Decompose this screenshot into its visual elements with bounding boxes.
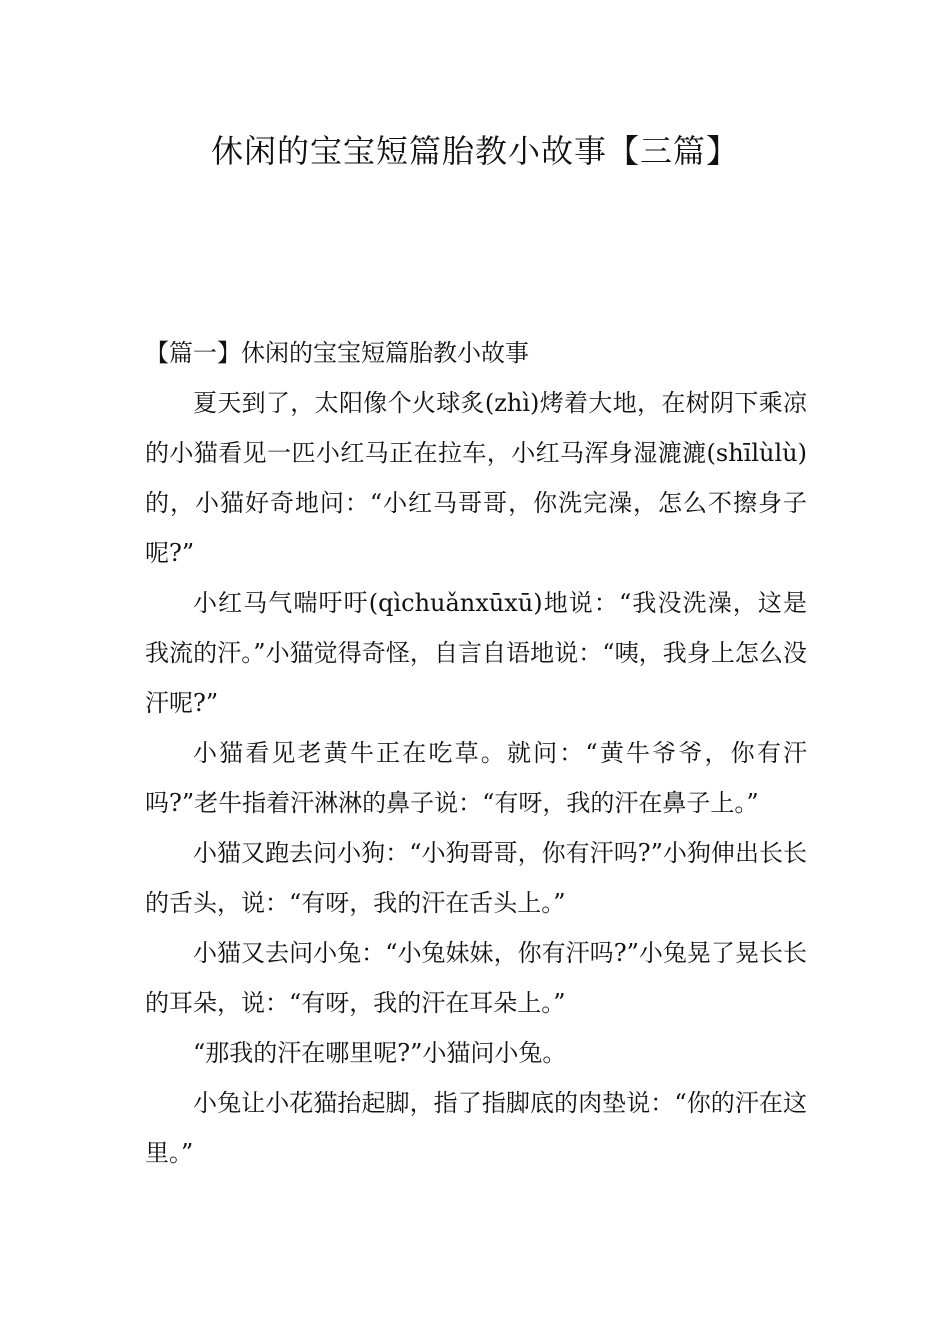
document-title: 休闲的宝宝短篇胎教小故事【三篇】 — [210, 132, 739, 170]
section-heading: 【篇一】休闲的宝宝短篇胎教小故事 — [145, 339, 529, 367]
paragraph-7: 小兔让小花猫抬起脚，指了指脚底的肉垫说：“你的汗在这里。” — [145, 1089, 807, 1167]
paragraph-1: 夏天到了，太阳像个火球炙(zhì)烤着大地，在树阴下乘凉的小猫看见一匹小红马正在拉车，小红马浑身湿漉漉(shīlùlù)的，小猫好奇地问：“小红马哥哥，你洗完澡，怎么不擦身子呢?” — [145, 389, 807, 567]
paragraph-4: 小猫又跑去问小狗：“小狗哥哥，你有汗吗?”小狗伸出长长的舌头，说：“有呀，我的汗在舌头上。” — [145, 839, 807, 917]
document-body — [145, 328, 807, 1178]
paragraph-3: 小猫看见老黄牛正在吃草。就问：“黄牛爷爷，你有汗吗?”老牛指着汗淋淋的鼻子说：“有呀，我的汗在鼻子上。” — [145, 739, 807, 817]
paragraph-6: “那我的汗在哪里呢?”小猫问小兔。 — [193, 1039, 567, 1067]
paragraph-2: 小红马气喘吁吁(qìchuǎnxūxū)地说：“我没洗澡，这是我流的汗。”小猫觉得奇怪，自言自语地说：“咦，我身上怎么没汗呢?” — [145, 589, 807, 717]
paragraph-5: 小猫又去问小兔：“小兔妹妹，你有汗吗?”小兔晃了晃长长的耳朵，说：“有呀，我的汗在耳朵上。” — [145, 939, 807, 1017]
